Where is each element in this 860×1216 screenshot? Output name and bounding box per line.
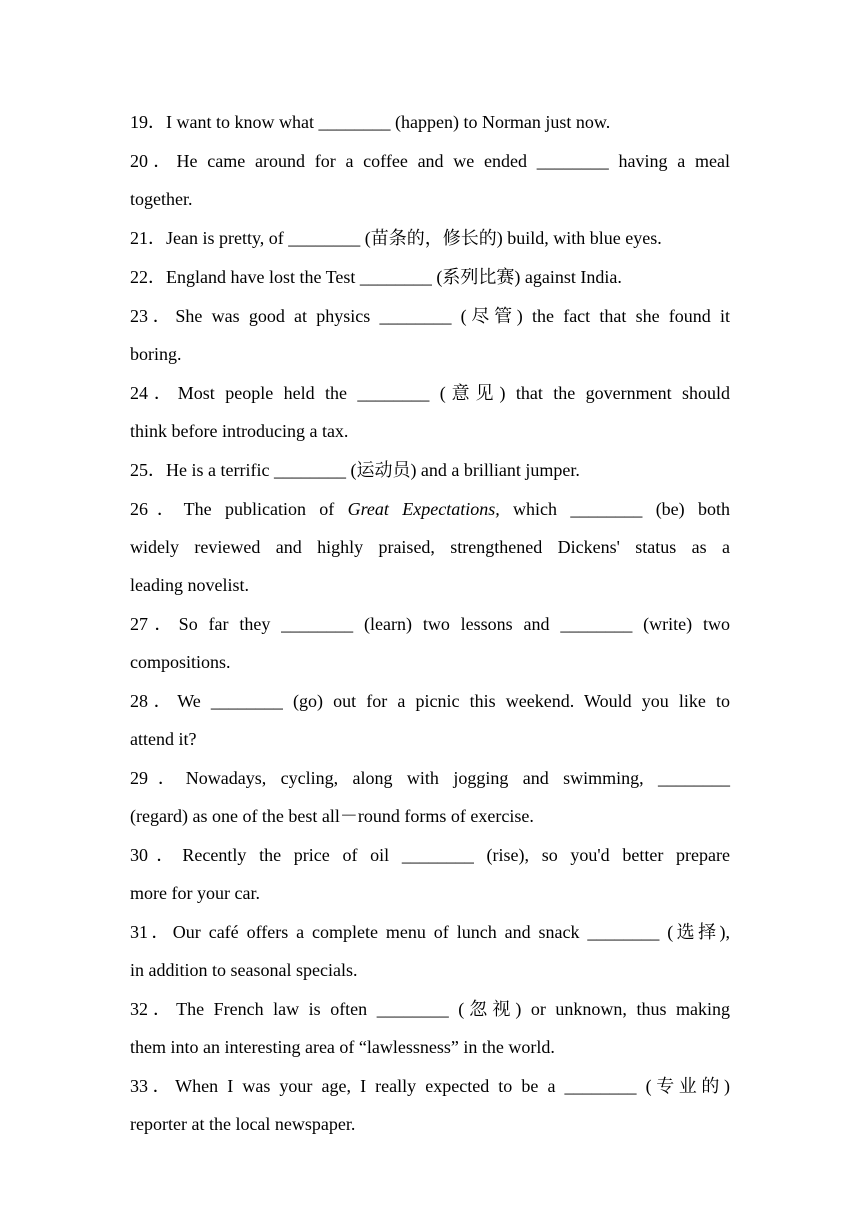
question-33 [130,1067,730,1143]
question-line: reporter at the local newspaper. [130,1114,356,1134]
question-line: 31．Our café offers a complete menu of lunch and snack ________ (选择), [130,922,730,942]
question-28 [130,682,730,758]
question-32 [130,990,730,1066]
question-line: leading novelist. [130,575,249,595]
question-line: attend it? [130,729,197,749]
question-26 [130,490,730,604]
question-line: 20．He came around for a coffee and we ended ________ having a meal [130,151,730,171]
question-text: 26．The publication of [130,499,348,519]
question-line: 27．So far they ________ (learn) two lessons and ________ (write) two [130,614,730,634]
question-text: which ________ (be) both [499,499,730,519]
book-title: Great Expectations, [347,499,500,519]
question-19 [130,103,730,141]
question-line: 22．England have lost the Test ________ (系列比赛) against India. [130,267,622,287]
question-line: 23．She was good at physics ________ (尽管) the fact that she found it [130,306,730,326]
question-22 [130,258,730,296]
question-30 [130,836,730,912]
question-line [130,490,730,528]
question-23 [130,297,730,373]
question-27 [130,605,730,681]
question-line: 32．The French law is often ________ (忽视) or unknown, thus making [130,999,730,1019]
question-line: widely reviewed and highly praised, strengthened Dickens' status as a [130,537,730,557]
question-line: 30．Recently the price of oil ________ (rise), so you'd better prepare [130,845,730,865]
question-line: together. [130,189,193,209]
document-page [130,103,730,1143]
question-line: in addition to seasonal specials. [130,960,358,980]
question-line: 21．Jean is pretty, of ________ (苗条的，修长的) build, with blue eyes. [130,228,662,248]
question-29 [130,759,730,835]
question-line: boring. [130,344,182,364]
question-21 [130,219,730,257]
question-line: (regard) as one of the best all－round forms of exercise. [130,806,534,826]
question-line: 33．When I was your age, I really expected to be a ________ (专业的) [130,1076,730,1096]
question-line: 29．Nowadays, cycling, along with jogging and swimming, ________ [130,768,730,788]
question-line: compositions. [130,652,231,672]
question-24 [130,374,730,450]
question-31 [130,913,730,989]
question-line: more for your car. [130,883,260,903]
question-line: 28．We ________ (go) out for a picnic this weekend. Would you like to [130,691,730,711]
question-line: 25．He is a terrific ________ (运动员) and a brilliant jumper. [130,460,580,480]
question-line: 24．Most people held the ________ (意见) that the government should [130,383,730,403]
question-line: them into an interesting area of “lawlessness” in the world. [130,1037,555,1057]
question-line: 19．I want to know what ________ (happen) to Norman just now. [130,112,611,132]
question-25 [130,451,730,489]
question-20 [130,142,730,218]
question-line: think before introducing a tax. [130,421,349,441]
